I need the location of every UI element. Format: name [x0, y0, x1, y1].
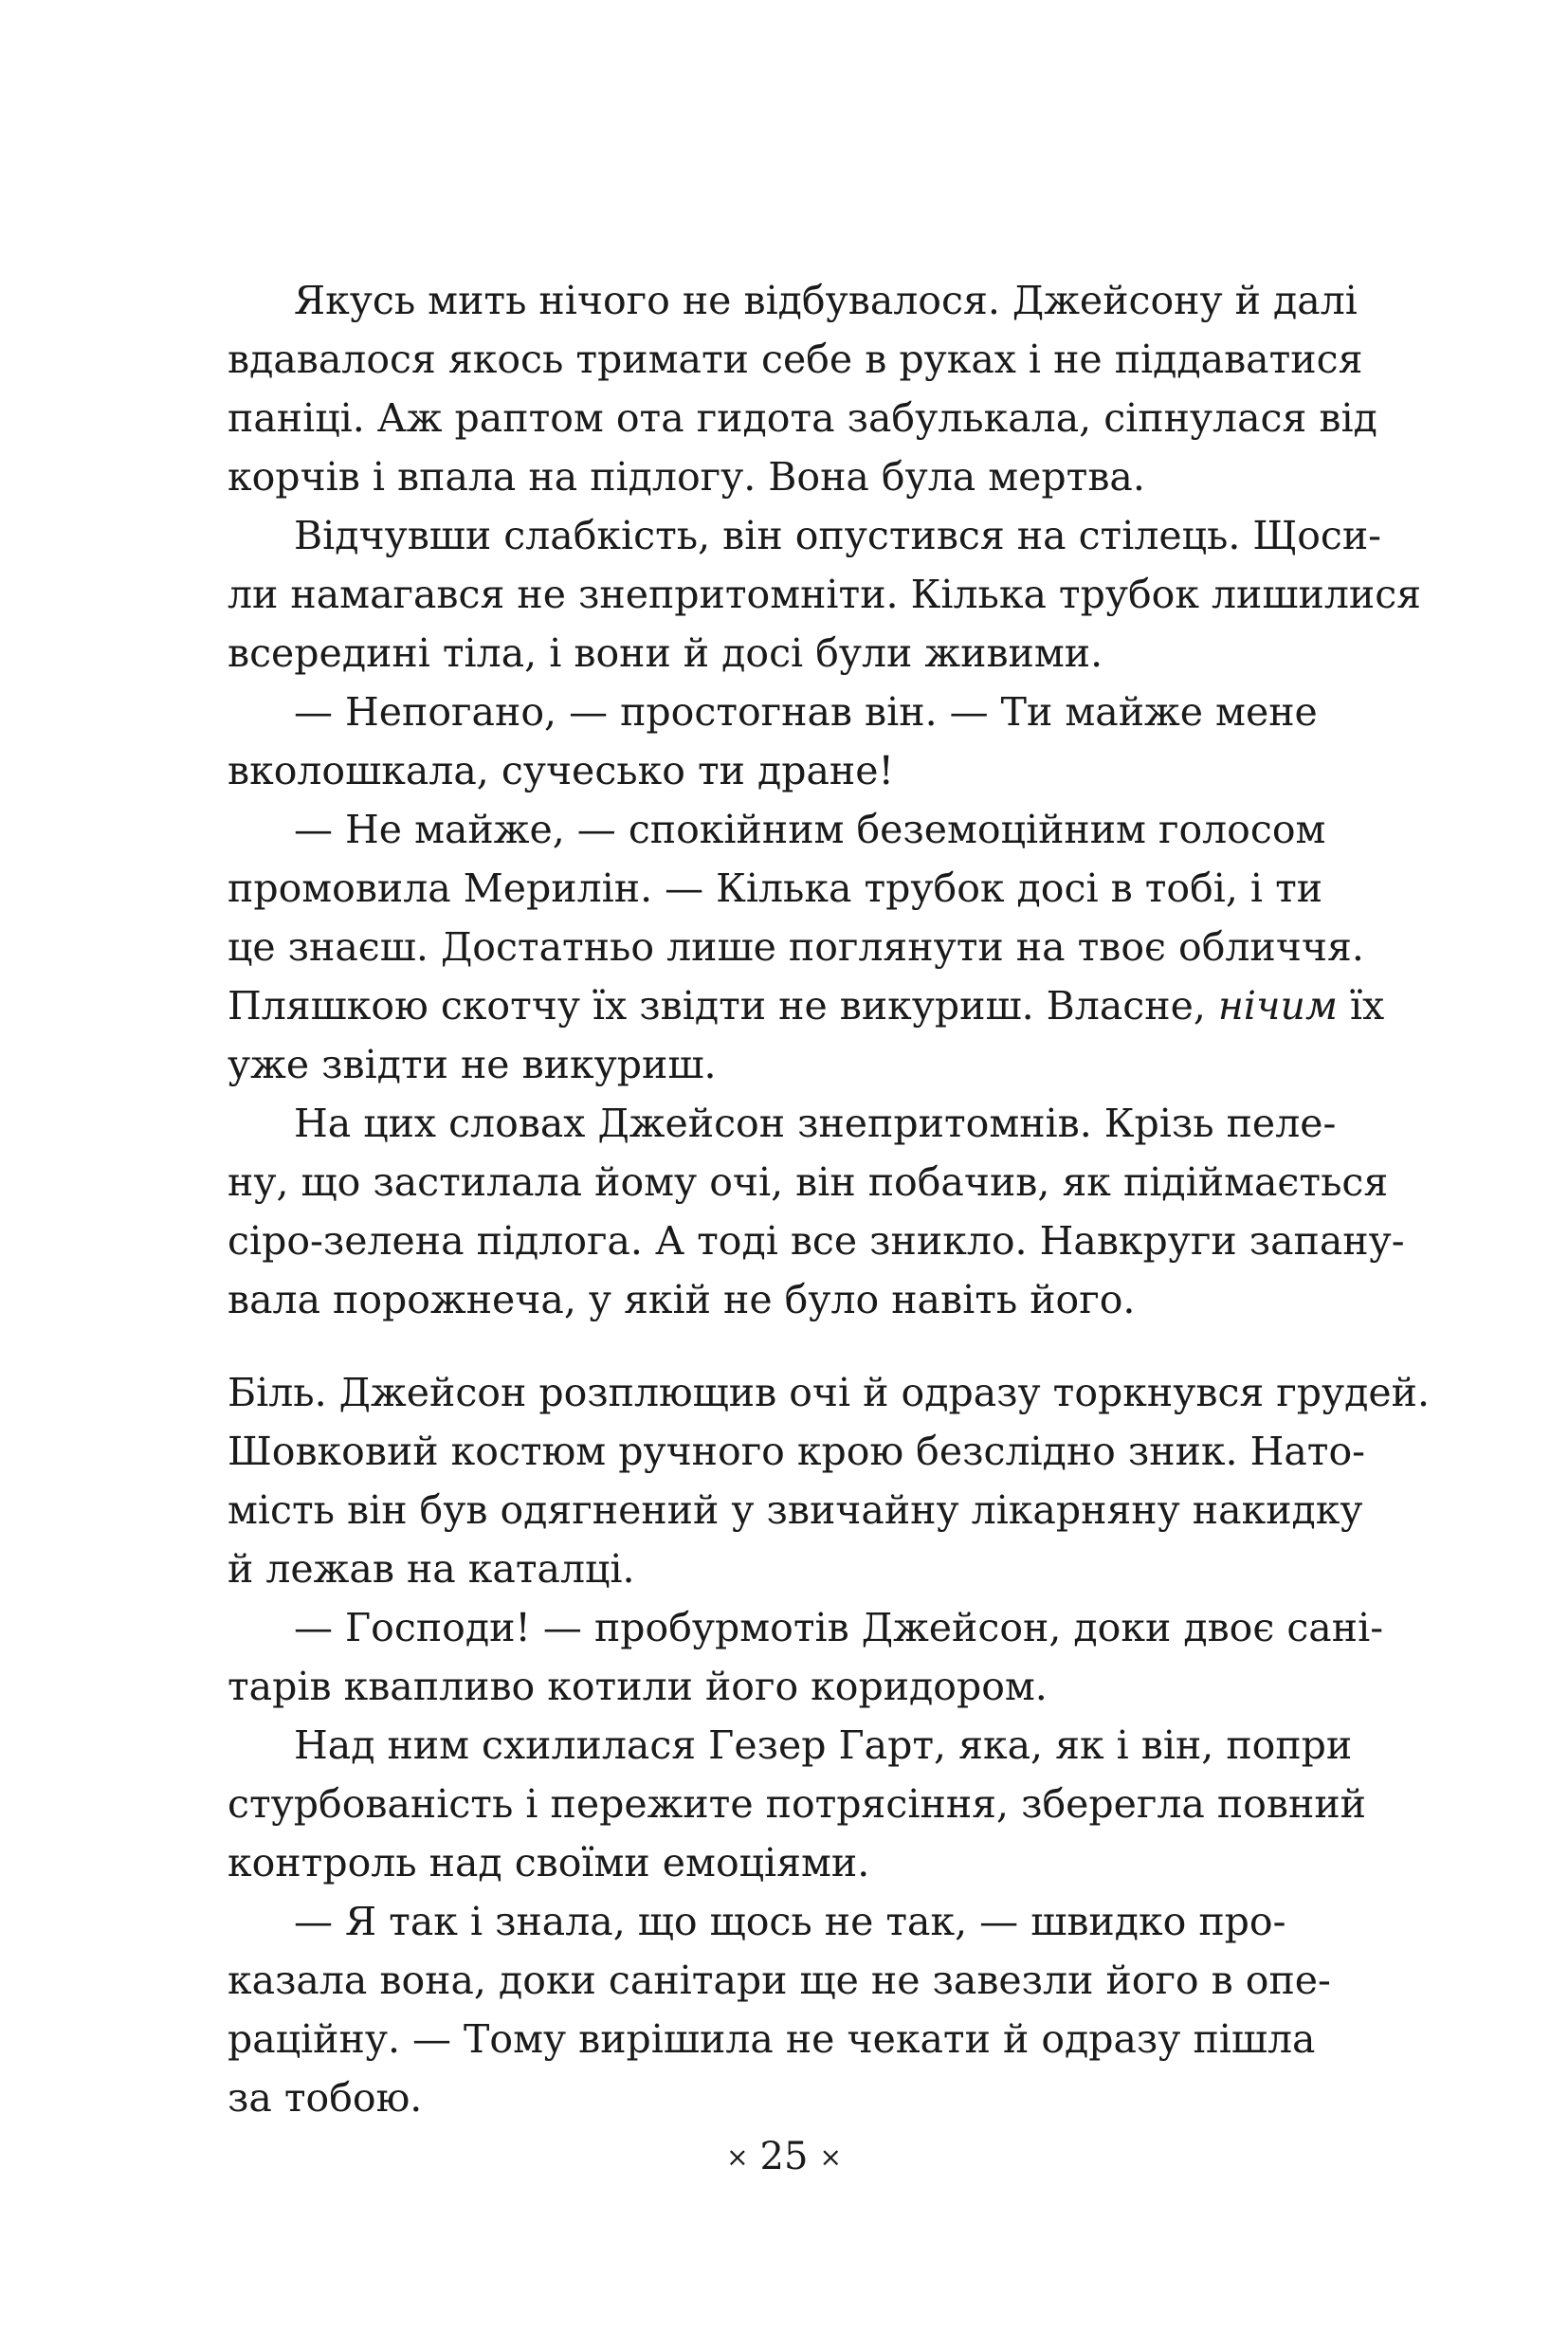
- text-line: Відчувши слабкість, він опустився на стілець. Щоси-: [294, 513, 1382, 558]
- text-span: Пляшкою скотчу їх звідти не викуриш. Власне,: [228, 983, 1218, 1029]
- text-line: казала вона, доки санітари ще не завезли його в опе-: [228, 1958, 1331, 2003]
- text-line: Шовковий костюм ручного крою безслідно зник. Нато-: [228, 1429, 1366, 1474]
- text-line: — Я так і знала, що щось не так, — швидко про-: [294, 1899, 1286, 1944]
- text-line: це знаєш. Достатньо лише поглянути на твоє обличчя.: [228, 924, 1364, 970]
- page-number: [0, 2133, 1568, 2181]
- text-line: контроль над своїми емоціями.: [228, 1840, 870, 1885]
- text-line: вколошкала, сучесько ти дране!: [228, 748, 894, 793]
- text-line: — Непогано, — простогнав він. — Ти майже мене: [294, 689, 1318, 735]
- text-line: всередині тіла, і вони й досі були живими.: [228, 630, 1103, 676]
- text-line: ну, що застилала йому очі, він побачив, як підіймається: [228, 1159, 1389, 1205]
- text-line: й лежав на каталці.: [228, 1546, 635, 1592]
- text-line: стурбованість і пережите потрясіння, зберегла повний: [228, 1781, 1366, 1827]
- text-line: уже звідти не викуриш.: [228, 1042, 717, 1087]
- text-line: вдавалося якось тримати себе в руках і не піддаватися: [228, 337, 1363, 382]
- text-line: за тобою.: [228, 2075, 423, 2121]
- text-line: Якусь мить нічого не відбувалося. Джейсону й далі: [294, 278, 1358, 323]
- ornament-left: ×: [726, 2141, 749, 2173]
- text-line: промовила Мерилін. — Кілька трубок досі в тобі, і ти: [228, 865, 1323, 911]
- text-span: їх: [1337, 983, 1385, 1029]
- text-line: паніці. Аж раптом ота гидота забулькала, сіпнулася від: [228, 395, 1377, 441]
- page-number-value: 25: [759, 2135, 809, 2178]
- text-line: ли намагався не знепритомніти. Кілька трубок лишилися: [228, 572, 1422, 617]
- text-line: мість він був одягнений у звичайну лікарняну накидку: [228, 1487, 1363, 1533]
- ornament-right: ×: [819, 2141, 842, 2173]
- text-line: вала порожнеча, у якій не було навіть його.: [228, 1277, 1136, 1322]
- text-line: Біль. Джейсон розплющив очі й одразу торкнувся грудей.: [228, 1370, 1431, 1415]
- text-line: корчів і впала на підлогу. Вона була мертва.: [228, 454, 1145, 500]
- text-line: раційну. — Тому вирішила не чекати й одразу пішла: [228, 2016, 1316, 2062]
- text-line: — Господи! — пробурмотів Джейсон, доки двоє сані-: [294, 1605, 1384, 1650]
- text-line: На цих словах Джейсон знепритомнів. Крізь пеле-: [294, 1101, 1337, 1146]
- text-line: Над ним схилилася Гезер Гарт, яка, як і він, попри: [294, 1722, 1353, 1768]
- emphasized-word: нічим: [1217, 983, 1338, 1029]
- text-line: тарів квапливо котили його коридором.: [228, 1664, 1048, 1709]
- text-line-with-emphasis: [228, 982, 1385, 1029]
- text-line: сіро-зелена підлога. А тоді все зникло. Навкруги запану-: [228, 1218, 1405, 1264]
- text-line: — Не майже, — спокійним беземоційним голосом: [294, 807, 1326, 852]
